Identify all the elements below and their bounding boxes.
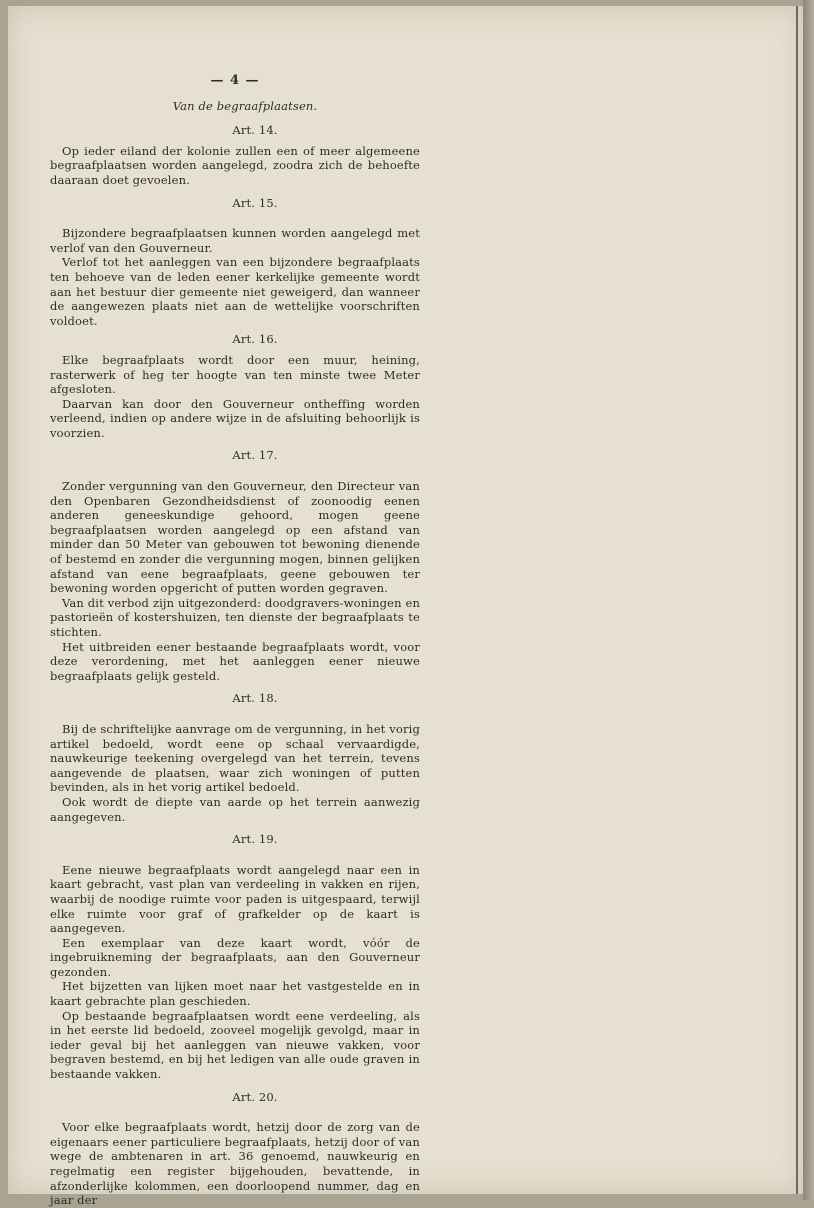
article-paragraph: Voor elke begraafplaats wordt, hetzij door de zorg van de eigenaars eener particuliere begraafplaats, hetzij door of van wege de ambtenaren in art. 36 genoemd, nauwkeurig en regelmatig een register bijgehouden, bevattende, in afzonderlijke kolommen, een doorloopend nummer, dag en jaar der	[50, 1120, 420, 1208]
section-title: Van de begraafplaatsen.	[172, 98, 318, 113]
document-content	[50, 74, 420, 1208]
article-paragraph: Van dit verbod zijn uitgezonderd: doodgravers-woningen en pastorieën of kostershuizen, ten dienste der begraafplaats te stichten.	[50, 595, 420, 639]
article-heading: Art. 14.	[232, 123, 278, 138]
page-edge-line	[796, 6, 798, 1194]
article-paragraph: Het bijzetten van lijken moet naar het vastgestelde en in kaart gebrachte plan geschieden.	[50, 979, 420, 1009]
page-number: — 4 —	[210, 73, 260, 88]
article-paragraph: Eene nieuwe begraafplaats wordt aangelegd naar een in kaart gebracht, vast plan van verdeeling in vakken en rijen, waarbij de noodige ruimte voor paden is uitgespaard, terwijl elke ruimte voor graf of grafkelder op de kaart is aangegeven.	[50, 862, 420, 936]
article-heading: Art. 16.	[232, 332, 278, 347]
article-paragraph: Daarvan kan door den Gouverneur ontheffing worden verleend, indien op andere wijze in de afsluiting behoorlijk is voorzien.	[50, 396, 420, 440]
article-paragraph: Het uitbreiden eener bestaande begraafplaats wordt, voor deze verordening, met het aanleggen eener nieuwe begraafplaats gelijk gesteld.	[50, 639, 420, 683]
article-paragraph: Ook wordt de diepte van aarde op het terrein aanwezig aangegeven.	[50, 794, 420, 824]
article-paragraph: Op bestaande begraafplaatsen wordt eene verdeeling, als in het eerste lid bedoeld, zooveel mogelijk gevolgd, maar in ieder geval bij het aanleggen van nieuwe vakken, voor begraven bestemd, en bij het ledigen van alle oude graven in bestaande vakken.	[50, 1008, 420, 1082]
page-edge	[803, 0, 814, 1200]
article-paragraph: Elke begraafplaats wordt door een muur, heining, rasterwerk of heg ter hoogte van ten minste twee Meter afgesloten.	[50, 352, 420, 397]
article-heading: Art. 19.	[232, 832, 278, 847]
article-paragraph: Bijzondere begraafplaatsen kunnen worden aangelegd met verlof van den Gouverneur.	[50, 226, 420, 255]
article-heading: Art. 18.	[232, 691, 278, 706]
article-paragraph: Zonder vergunning van den Gouverneur, den Directeur van den Openbaren Gezondheidsdienst of zoonoodig eenen anderen geneeskundige gehoord, mogen geene begraafplaatsen worden aangelegd op een afstand van minder dan 50 Meter van gebouwen tot bewoning dienende of bestemd en zonder die vergunning mogen, binnen gelijken afstand van eene begraafplaats, geene gebouwen ter bewoning worden opgericht of putten worden gegraven.	[50, 479, 420, 596]
article-heading: Art. 15.	[232, 195, 278, 210]
article-paragraph: Verlof tot het aanleggen van een bijzondere begraafplaats ten behoeve van de leden eener kerkelijke gemeente wordt aan het bestuur dier gemeente niet geweigerd, dan wanneer de aangewezen plaats niet aan de wettelijke voorschriften voldoet.	[50, 255, 420, 328]
article-paragraph: Op ieder eiland der kolonie zullen een of meer algemeene begraafplaatsen worden aangelegd, zoodra zich de behoefte daaraan doet gevoelen.	[50, 143, 420, 187]
article-heading: Art. 17.	[232, 448, 278, 463]
article-paragraph: Bij de schriftelijke aanvrage om de vergunning, in het vorig artikel bedoeld, wordt eene op schaal vervaardigde, nauwkeurige teekening overgelegd van het terrein, tevens aangevende de plaatsen, waar zich woningen of putten bevinden, als in het vorig artikel bedoeld.	[50, 721, 420, 795]
article-paragraph: Een exemplaar van deze kaart wordt, vóór de ingebruikneming der begraafplaats, aan den Gouverneur gezonden.	[50, 935, 420, 979]
article-heading: Art. 20.	[232, 1089, 278, 1104]
